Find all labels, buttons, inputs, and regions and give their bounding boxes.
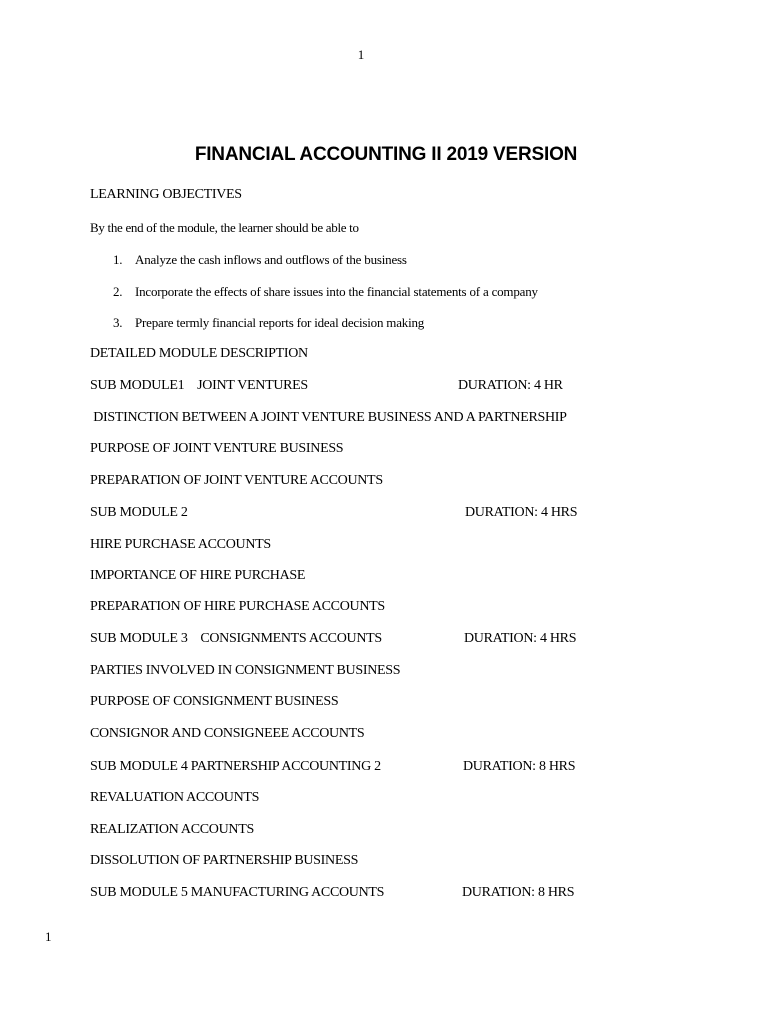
submodule-3-title: SUB MODULE 3 CONSIGNMENTS ACCOUNTS <box>90 631 382 646</box>
submodule-5-title: SUB MODULE 5 MANUFACTURING ACCOUNTS <box>90 885 385 900</box>
submodule-3-item: PURPOSE OF CONSIGNMENT BUSINESS <box>90 694 339 709</box>
submodule-2-title: SUB MODULE 2 <box>90 505 188 520</box>
objective-item <box>113 315 424 331</box>
objective-number: 3. <box>113 315 123 330</box>
submodule-4-title: SUB MODULE 4 PARTNERSHIP ACCOUNTING 2 <box>90 759 381 774</box>
submodule-3-duration: DURATION: 4 HRS <box>464 631 577 646</box>
submodule-4-item: REALIZATION ACCOUNTS <box>90 822 254 837</box>
submodule-1-item: PURPOSE OF JOINT VENTURE BUSINESS <box>90 441 344 456</box>
page-number-top: 1 <box>357 47 365 62</box>
submodule-4-item: REVALUATION ACCOUNTS <box>90 790 260 805</box>
submodule-1-item: DISTINCTION BETWEEN A JOINT VENTURE BUSINESS AND A PARTNERSHIP <box>90 410 567 425</box>
submodule-5-duration: DURATION: 8 HRS <box>462 885 575 900</box>
submodule-1-title: SUB MODULE1 JOINT VENTURES <box>90 378 308 393</box>
objective-number: 2. <box>113 284 123 299</box>
submodule-4-duration: DURATION: 8 HRS <box>463 759 576 774</box>
module-description-heading: DETAILED MODULE DESCRIPTION <box>90 346 308 361</box>
submodule-2-item: PREPARATION OF HIRE PURCHASE ACCOUNTS <box>90 599 385 614</box>
objective-text: Incorporate the effects of share issues into the financial statements of a company <box>135 284 538 299</box>
submodule-4-item: DISSOLUTION OF PARTNERSHIP BUSINESS <box>90 853 359 868</box>
submodule-1-item: PREPARATION OF JOINT VENTURE ACCOUNTS <box>90 473 383 488</box>
submodule-2-item: IMPORTANCE OF HIRE PURCHASE <box>90 568 306 583</box>
objective-item <box>113 284 538 300</box>
objectives-intro: By the end of the module, the learner should be able to <box>90 220 359 235</box>
submodule-3-item: CONSIGNOR AND CONSIGNEEE ACCOUNTS <box>90 726 365 741</box>
learning-objectives-heading: LEARNING OBJECTIVES <box>90 187 242 202</box>
submodule-2-item: HIRE PURCHASE ACCOUNTS <box>90 537 271 552</box>
document-title: FINANCIAL ACCOUNTING II 2019 VERSION <box>194 144 578 165</box>
objective-text: Prepare termly financial reports for ideal decision making <box>135 315 425 330</box>
submodule-1-duration: DURATION: 4 HR <box>458 378 563 393</box>
objective-text: Analyze the cash inflows and outflows of the business <box>135 252 407 267</box>
objective-number: 1. <box>113 252 123 267</box>
submodule-3-item: PARTIES INVOLVED IN CONSIGNMENT BUSINESS <box>90 663 401 678</box>
submodule-2-duration: DURATION: 4 HRS <box>465 505 578 520</box>
page-number-bottom: 1 <box>45 929 52 944</box>
objective-item <box>113 252 407 268</box>
